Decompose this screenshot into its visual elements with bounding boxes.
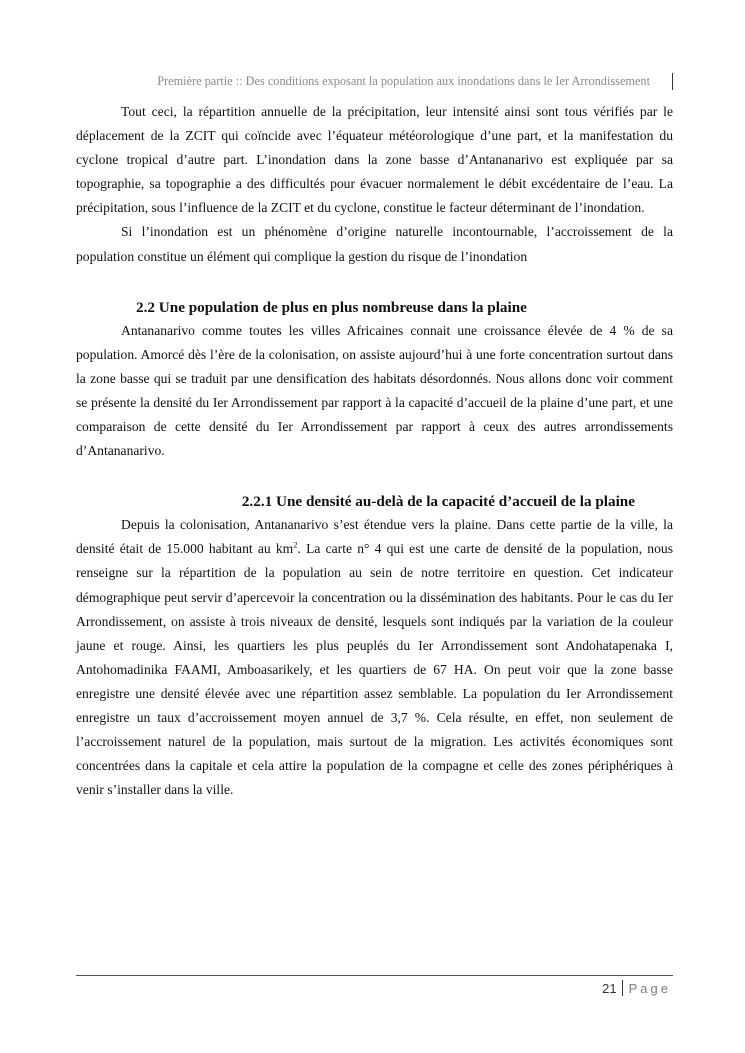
density-text-start: Depuis la colonisation, Antananarivo s’est étendue vers la plaine. Dans cette partie de la ville, la densité était de 15.000 habitant au km <box>76 517 673 557</box>
paragraph-antananarivo-growth: Antananarivo comme toutes les villes Africaines connait une croissance élevée de 4 % de sa population. Amorcé dès l’ère de la colonisation, on assiste aujourd’hui à une forte concentration surtout dans la zone basse qui se traduit par une densification des habitats désordonnés. Nous allons donc voir comment se présente la densité du Ier Arrondissement par rapport à la capacité d’accueil de la plaine d’une part, et une comparaison de cette densité du Ier Arrondissement par rapport à ceux des autres arrondissements d’Antananarivo. <box>76 322 673 459</box>
page-label: Page <box>628 980 671 996</box>
running-header <box>76 70 673 92</box>
page-number: 21 <box>602 980 617 996</box>
footer-rule <box>76 975 673 976</box>
page-number-footer <box>602 980 671 996</box>
section-heading: 2.2 Une population de plus en plus nombreuse dans la plaine <box>136 298 527 316</box>
density-text-rest: . La carte n° 4 qui est une carte de densité de la population, nous renseigne sur la répartition de la population au sein de notre territoire en question. Cet indicateur démographique peut servir d’apercevoir la concentration ou la dissémination des habitants. Pour le cas du Ier Arrondissement, on assiste à trois niveaux de densité, lesquels sont indiqués par la variation de la couleur jaune et rouge. Ainsi, les quartiers les plus peuplés du Ier Arrondissement sont Andohatapenaka I, Antohomadinika FAAMI, Amboasarikely, et les quartiers de 67 HA. On peut voir que la zone basse enregistre une densité élevée avec une répartition assez semblable. La population du Ier Arrondissement enregistre un taux d’accroissement moyen annuel de 3,7 %. Cela résulte, en effet, non seulement de l’accroissement naturel de la population, mais surtout de la migration. Les activités économiques sont concentrées dans la capitale et cela attire la population de la compagne et celle des zones périphériques à venir s’installer dans la ville. <box>76 541 673 798</box>
footer-divider <box>622 980 623 996</box>
paragraph-population-growth: Si l’inondation est un phénomène d’origine naturelle incontournable, l’accroissement de la population constitue un élément qui complique la gestion du risque de l’inondation <box>76 224 673 264</box>
header-divider <box>672 73 673 90</box>
running-header-title: Première partie :: Des conditions exposant la population aux inondations dans le Ier Arrondissement <box>157 73 650 88</box>
subsection-heading: 2.2.1 Une densité au-delà de la capacité d’accueil de la plaine <box>241 493 635 511</box>
document-body <box>76 100 673 802</box>
superscript-exponent: 2 <box>293 539 298 550</box>
paragraph-density <box>76 513 673 802</box>
paragraph-zcit: Tout ceci, la répartition annuelle de la précipitation, leur intensité ainsi sont tous vérifiés par le déplacement de la ZCIT qui coïncide avec l’équateur météorologique d’une part, et la manifestation du cyclone tropical d’autre part. L’inondation dans la zone basse d’Antananarivo est expliquée par sa topographie, sa topographie a des difficultés pour évacuer normalement le débit excédentaire de l’eau. La précipitation, sous l’influence de la ZCIT et du cyclone, constitue le facteur déterminant de l’inondation. <box>76 104 673 216</box>
